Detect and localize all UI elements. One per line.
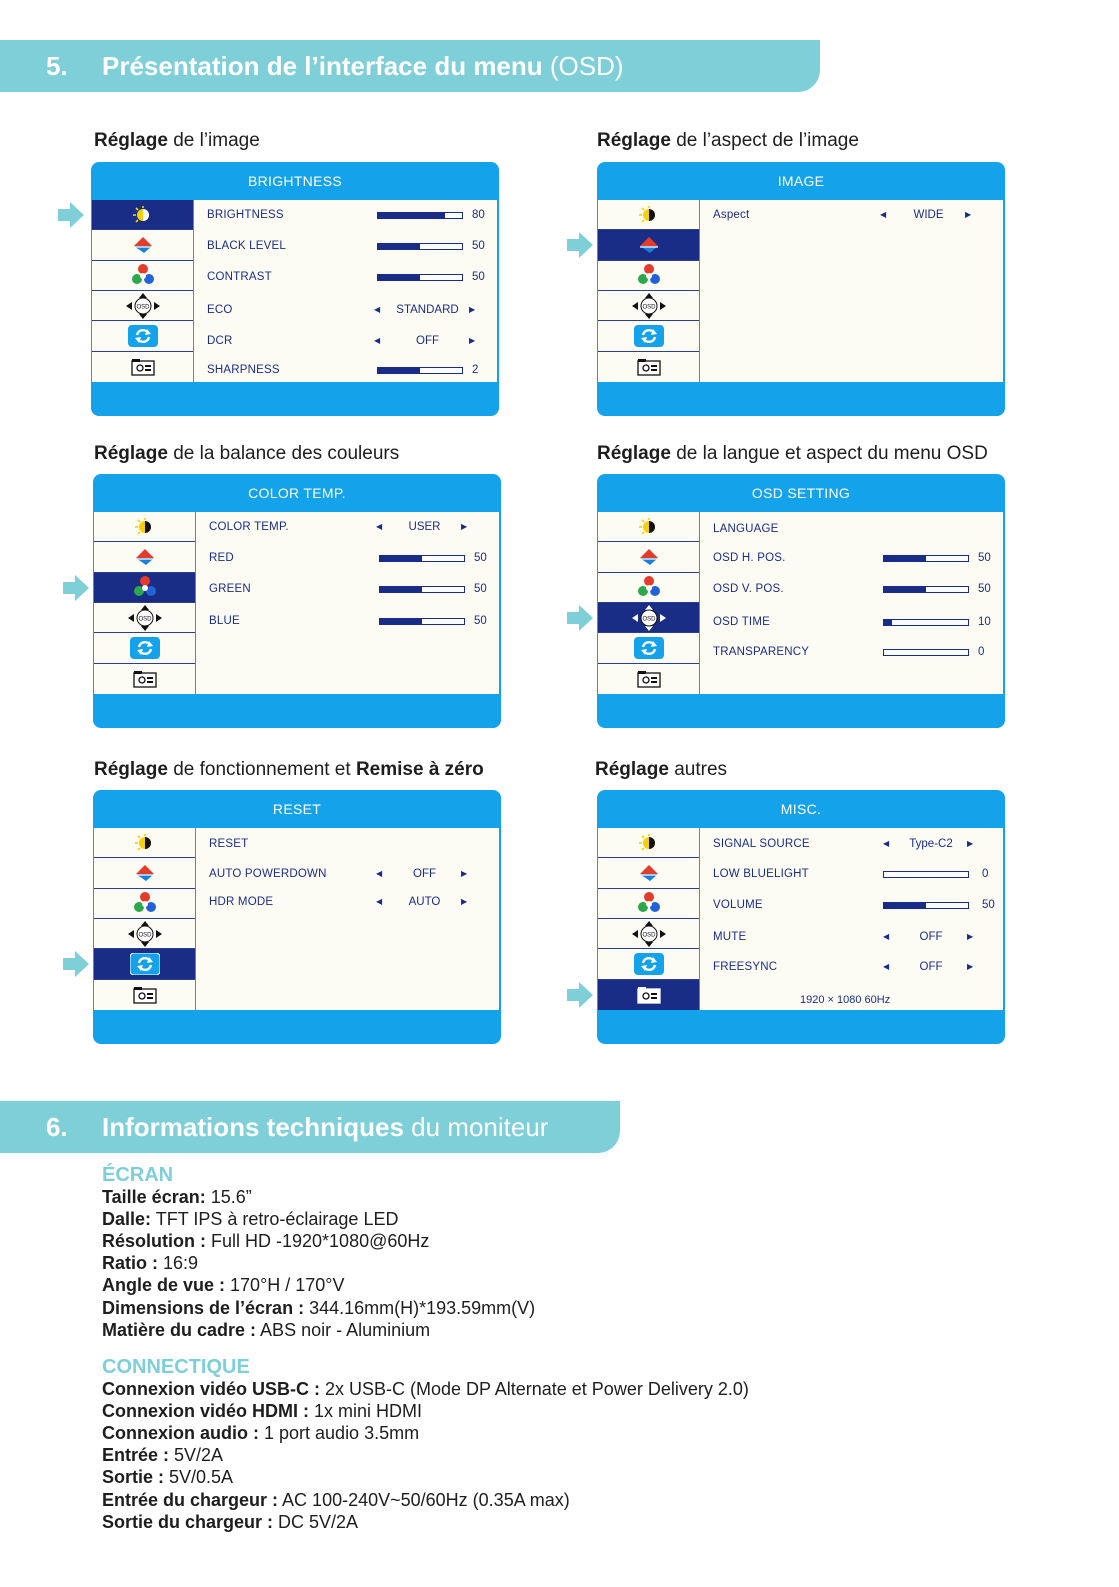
- misc-icon: [132, 985, 158, 1005]
- spec-value: DC 5V/2A: [273, 1511, 359, 1532]
- osd-header: MISC.: [780, 801, 822, 817]
- image-aspect-icon: [132, 863, 158, 883]
- setting-slider[interactable]: [379, 555, 465, 562]
- osd-header: RESET: [272, 801, 322, 817]
- spec-label: Dalle:: [102, 1209, 152, 1230]
- osd-setting-row[interactable]: [700, 520, 1003, 540]
- osd-header: COLOR TEMP.: [248, 485, 346, 501]
- slider-fill: [378, 275, 420, 280]
- osd-setting-row[interactable]: [196, 865, 499, 885]
- setting-value: OFF: [413, 868, 436, 880]
- arrow-right-icon[interactable]: ▶: [469, 336, 476, 345]
- section-5-banner: [0, 40, 820, 92]
- osd-icon-column: [598, 512, 699, 694]
- spec-label: Angle de vue :: [102, 1275, 226, 1296]
- spec-heading: CONNECTIQUE: [102, 1356, 250, 1378]
- osd-setting-row[interactable]: [194, 268, 497, 288]
- osd-setting-row[interactable]: [196, 518, 499, 538]
- setting-label: BRIGHTNESS: [207, 209, 284, 221]
- section-number: 5.: [46, 50, 68, 81]
- brightness-icon: [132, 834, 158, 852]
- osd-icon-column: [598, 200, 699, 382]
- osd-setting-row[interactable]: [700, 580, 1003, 600]
- setting-label: LOW BLUELIGHT: [713, 868, 809, 880]
- setting-label: HDR MODE: [209, 896, 274, 908]
- misc-icon: [132, 669, 158, 689]
- spec-connectique: [102, 1356, 749, 1533]
- arrow-left-icon[interactable]: ◀: [374, 336, 381, 345]
- brightness-icon: [130, 206, 156, 224]
- spec-line: [102, 1319, 535, 1341]
- osd-setting-row[interactable]: [194, 332, 497, 352]
- osd-menu-tab[interactable]: [92, 321, 193, 351]
- spec-value: Full HD -1920*1080@60Hz: [206, 1231, 430, 1252]
- selection-arrow-icon: [63, 575, 89, 601]
- section-number: 6.: [46, 1111, 68, 1142]
- osd-setting-icon: [128, 921, 162, 947]
- color-temp-icon: [636, 263, 662, 287]
- osd-menu-tab[interactable]: [598, 828, 699, 858]
- setting-value: 0: [982, 868, 989, 880]
- setting-label: FREESYNC: [713, 961, 778, 973]
- osd-icon-column: [94, 828, 195, 1010]
- osd-menu-tab[interactable]: [598, 200, 699, 230]
- setting-label: OSD V. POS.: [713, 583, 784, 595]
- section-6-banner: [0, 1101, 620, 1153]
- setting-value: 2: [472, 364, 479, 376]
- osd-setting-row[interactable]: [196, 835, 499, 855]
- osd-menu-tab[interactable]: [598, 573, 699, 603]
- osd-setting-row[interactable]: [196, 580, 499, 600]
- osd-header: IMAGE: [777, 173, 825, 189]
- panel-caption: Réglage autres: [595, 759, 728, 780]
- section-title: Présentation de l’interface du menu (OSD): [102, 50, 624, 81]
- slider-fill: [884, 620, 892, 625]
- osd-menu-tab[interactable]: [598, 261, 699, 291]
- slider-fill: [378, 244, 420, 249]
- osd-panel: [93, 474, 501, 728]
- misc-icon: [636, 985, 662, 1005]
- setting-label: OSD TIME: [713, 616, 770, 628]
- spec-line: [102, 1422, 749, 1444]
- spec-line: [102, 1466, 749, 1488]
- osd-menu-tab[interactable]: [92, 352, 193, 382]
- osd-setting-icon: [632, 605, 666, 631]
- panel-caption: Réglage de fonctionnement et Remise à zéro: [94, 759, 484, 780]
- section-title: Informations techniques du moniteur: [102, 1111, 549, 1142]
- panel-caption: Réglage de la langue et aspect du menu OSD: [597, 443, 988, 464]
- osd-menu-tab[interactable]: [598, 512, 699, 542]
- slider-fill: [380, 587, 422, 592]
- osd-icon-column: [92, 200, 193, 382]
- panel-caption: Réglage de l’image: [94, 130, 260, 151]
- osd-menu-tab[interactable]: [94, 949, 195, 979]
- spec-label: Dimensions de l’écran :: [102, 1297, 305, 1318]
- reset-icon: [130, 953, 160, 975]
- spec-label: Ratio :: [102, 1253, 158, 1274]
- spec-label: Entrée du chargeur :: [102, 1489, 279, 1510]
- osd-menu-tab[interactable]: [598, 542, 699, 572]
- osd-panel: [597, 790, 1005, 1044]
- setting-label: CONTRAST: [207, 271, 272, 283]
- color-temp-icon: [130, 263, 156, 287]
- spec-value: 170°H / 170°V: [225, 1275, 345, 1296]
- resolution-readout: 1920 × 1080 60Hz: [800, 994, 891, 1006]
- spec-line: [102, 1186, 535, 1208]
- osd-content: [196, 512, 499, 694]
- osd-menu-tab[interactable]: [92, 230, 193, 260]
- osd-menu-tab[interactable]: [94, 512, 195, 542]
- slider-fill: [884, 903, 926, 908]
- osd-menu-tab[interactable]: [94, 542, 195, 572]
- brightness-icon: [636, 518, 662, 536]
- osd-menu-tab[interactable]: [598, 291, 699, 321]
- reset-icon: [128, 325, 158, 347]
- arrow-right-icon[interactable]: ▶: [461, 897, 468, 906]
- setting-label: VOLUME: [713, 899, 763, 911]
- osd-content: [700, 200, 1003, 382]
- reset-icon: [130, 637, 160, 659]
- arrow-left-icon[interactable]: ◀: [376, 897, 383, 906]
- brightness-icon: [132, 518, 158, 536]
- spec-label: Connexion audio :: [102, 1423, 259, 1444]
- reset-icon: [634, 637, 664, 659]
- osd-setting-row[interactable]: [700, 613, 1003, 633]
- arrow-left-icon[interactable]: ◀: [883, 932, 890, 941]
- setting-label: BLACK LEVEL: [207, 240, 286, 252]
- setting-value: 50: [472, 271, 485, 283]
- setting-label: OSD H. POS.: [713, 552, 786, 564]
- misc-icon: [636, 669, 662, 689]
- setting-label: DCR: [207, 335, 233, 347]
- svg-text:OSD: OSD: [641, 304, 656, 311]
- setting-label: SHARPNESS: [207, 364, 280, 376]
- arrow-left-icon[interactable]: ◀: [376, 522, 383, 531]
- svg-text:OSD: OSD: [137, 616, 152, 623]
- image-aspect-icon: [636, 235, 662, 255]
- osd-header: BRIGHTNESS: [247, 173, 342, 189]
- spec-label: Connexion vidéo USB-C :: [102, 1379, 321, 1400]
- color-temp-icon: [636, 575, 662, 599]
- selection-arrow-icon: [567, 232, 593, 258]
- setting-value: 10: [978, 616, 991, 628]
- osd-setting-row[interactable]: [196, 549, 499, 569]
- osd-menu-tab[interactable]: [94, 919, 195, 949]
- spec-label: Connexion vidéo HDMI :: [102, 1401, 309, 1422]
- setting-value: WIDE: [913, 209, 944, 221]
- brightness-icon: [636, 206, 662, 224]
- osd-content: [700, 828, 1003, 1010]
- spec-value: 1 port audio 3.5mm: [259, 1423, 420, 1444]
- setting-value: USER: [408, 521, 441, 533]
- svg-text:OSD: OSD: [137, 932, 152, 939]
- setting-slider[interactable]: [377, 243, 463, 250]
- setting-value: AUTO: [408, 896, 441, 908]
- osd-menu-tab[interactable]: [92, 261, 193, 291]
- osd-menu-tab[interactable]: [94, 573, 195, 603]
- spec-line: [102, 1297, 535, 1319]
- setting-label: GREEN: [209, 583, 251, 595]
- setting-label: LANGUAGE: [713, 523, 779, 535]
- osd-menu-tab[interactable]: [94, 980, 195, 1010]
- spec-ecran: [102, 1164, 535, 1341]
- spec-list: [102, 1186, 535, 1341]
- osd-setting-row[interactable]: [700, 835, 1003, 855]
- osd-setting-icon: [128, 605, 162, 631]
- spec-value: 5V/2A: [169, 1445, 224, 1466]
- selection-arrow-icon: [567, 605, 593, 631]
- spec-value: 15.6”: [205, 1187, 252, 1208]
- osd-menu-tab[interactable]: [598, 230, 699, 260]
- setting-slider[interactable]: [377, 212, 463, 219]
- osd-setting-row[interactable]: [196, 612, 499, 632]
- panel-caption: Réglage de la balance des couleurs: [94, 443, 400, 464]
- setting-value: 50: [472, 240, 485, 252]
- selection-arrow-icon: [63, 951, 89, 977]
- spec-line: [102, 1208, 535, 1230]
- brightness-icon: [636, 834, 662, 852]
- osd-menu-tab[interactable]: [598, 603, 699, 633]
- osd-menu-tab[interactable]: [94, 664, 195, 694]
- setting-value: 50: [474, 615, 487, 627]
- osd-setting-row[interactable]: [194, 301, 497, 321]
- image-aspect-icon: [132, 547, 158, 567]
- setting-value: Type-C2: [909, 838, 953, 850]
- arrow-right-icon[interactable]: ▶: [461, 869, 468, 878]
- svg-text:OSD: OSD: [641, 616, 656, 623]
- spec-line: [102, 1230, 535, 1252]
- misc-icon: [636, 357, 662, 377]
- setting-slider[interactable]: [379, 618, 465, 625]
- osd-icon-column: [598, 828, 699, 1010]
- spec-label: Résolution :: [102, 1231, 206, 1252]
- color-temp-icon: [132, 575, 158, 599]
- panel-caption: Réglage de l’aspect de l’image: [597, 130, 859, 151]
- arrow-right-icon[interactable]: ▶: [967, 962, 974, 971]
- osd-setting-icon: [632, 293, 666, 319]
- slider-fill: [378, 213, 445, 218]
- slider-fill: [378, 368, 420, 373]
- arrow-left-icon[interactable]: ◀: [374, 305, 381, 314]
- arrow-left-icon[interactable]: ◀: [883, 962, 890, 971]
- setting-value: OFF: [416, 335, 439, 347]
- osd-menu-tab[interactable]: [94, 603, 195, 633]
- osd-setting-row[interactable]: [700, 958, 1003, 978]
- arrow-left-icon[interactable]: ◀: [376, 869, 383, 878]
- setting-slider[interactable]: [883, 871, 969, 878]
- setting-label: RESET: [209, 838, 249, 850]
- setting-slider[interactable]: [377, 274, 463, 281]
- slider-fill: [380, 619, 422, 624]
- setting-label: SIGNAL SOURCE: [713, 838, 810, 850]
- setting-value: 50: [474, 583, 487, 595]
- osd-header: OSD SETTING: [751, 485, 851, 501]
- svg-text:OSD: OSD: [135, 304, 150, 311]
- spec-line: [102, 1274, 535, 1296]
- osd-setting-icon: [126, 293, 160, 319]
- osd-menu-tab[interactable]: [92, 200, 193, 230]
- spec-value: 16:9: [158, 1253, 199, 1274]
- setting-slider[interactable]: [883, 586, 969, 593]
- image-aspect-icon: [636, 863, 662, 883]
- setting-label: TRANSPARENCY: [713, 646, 810, 658]
- spec-line: [102, 1400, 749, 1422]
- spec-line: [102, 1378, 749, 1400]
- spec-value: ABS noir - Aluminium: [256, 1319, 431, 1340]
- setting-slider[interactable]: [883, 649, 969, 656]
- setting-label: RED: [209, 552, 234, 564]
- osd-menu-tab[interactable]: [598, 633, 699, 663]
- osd-setting-row[interactable]: [194, 361, 497, 381]
- spec-line: [102, 1444, 749, 1466]
- spec-value: AC 100-240V~50/60Hz (0.35A max): [278, 1489, 570, 1510]
- osd-setting-row[interactable]: [196, 893, 499, 913]
- image-aspect-icon: [636, 547, 662, 567]
- spec-value: TFT IPS à retro-éclairage LED: [151, 1209, 399, 1230]
- svg-text:OSD: OSD: [641, 932, 656, 939]
- spec-heading: ÉCRAN: [102, 1164, 174, 1186]
- osd-setting-row[interactable]: [700, 896, 1003, 916]
- osd-menu-tab[interactable]: [598, 664, 699, 694]
- spec-value: 1x mini HDMI: [309, 1401, 423, 1422]
- spec-line: [102, 1511, 749, 1533]
- osd-menu-tab[interactable]: [94, 828, 195, 858]
- setting-label: ECO: [207, 304, 233, 316]
- setting-value: STANDARD: [396, 304, 459, 316]
- setting-value: 80: [472, 209, 485, 221]
- setting-label: COLOR TEMP.: [209, 521, 289, 533]
- osd-menu-tab[interactable]: [92, 291, 193, 321]
- arrow-right-icon[interactable]: ▶: [469, 305, 476, 314]
- osd-menu-tab[interactable]: [94, 889, 195, 919]
- spec-value: 344.16mm(H)*193.59mm(V): [304, 1297, 536, 1318]
- setting-value: OFF: [919, 961, 943, 973]
- arrow-right-icon[interactable]: ▶: [967, 932, 974, 941]
- color-temp-icon: [132, 891, 158, 915]
- spec-label: Taille écran:: [102, 1187, 206, 1208]
- osd-setting-icon: [632, 921, 666, 947]
- setting-label: MUTE: [713, 931, 747, 943]
- spec-line: [102, 1252, 535, 1274]
- arrow-right-icon[interactable]: ▶: [967, 839, 974, 848]
- arrow-left-icon[interactable]: ◀: [880, 210, 887, 219]
- osd-panel: [597, 162, 1005, 416]
- setting-label: BLUE: [209, 615, 240, 627]
- osd-menu-tab[interactable]: [94, 633, 195, 663]
- setting-label: Aspect: [713, 209, 750, 221]
- spec-label: Sortie :: [102, 1467, 165, 1488]
- misc-icon: [130, 357, 156, 377]
- arrow-right-icon[interactable]: ▶: [965, 210, 972, 219]
- image-aspect-icon: [130, 235, 156, 255]
- osd-menu-tab[interactable]: [598, 980, 699, 1010]
- reset-icon: [634, 325, 664, 347]
- spec-value: 5V/0.5A: [164, 1467, 234, 1488]
- spec-list: [102, 1378, 749, 1533]
- osd-content: [700, 512, 1003, 694]
- osd-menu-tab[interactable]: [598, 352, 699, 382]
- osd-menu-tab[interactable]: [598, 949, 699, 979]
- spec-label: Matière du cadre :: [102, 1319, 257, 1340]
- osd-icon-column: [94, 512, 195, 694]
- osd-setting-row[interactable]: [700, 865, 1003, 885]
- osd-menu-tab[interactable]: [598, 919, 699, 949]
- osd-setting-row[interactable]: [700, 643, 1003, 663]
- osd-setting-row[interactable]: [700, 928, 1003, 948]
- setting-value: OFF: [919, 931, 943, 943]
- color-temp-icon: [636, 891, 662, 915]
- setting-slider[interactable]: [883, 555, 969, 562]
- spec-label: Sortie du chargeur :: [102, 1511, 274, 1532]
- osd-content: [196, 828, 499, 1010]
- selection-arrow-icon: [567, 982, 593, 1008]
- spec-line: [102, 1489, 749, 1511]
- osd-menu-tab[interactable]: [598, 858, 699, 888]
- osd-menu-tab[interactable]: [598, 321, 699, 351]
- selection-arrow-icon: [58, 202, 84, 228]
- osd-setting-row[interactable]: [700, 549, 1003, 569]
- spec-label: Entrée :: [102, 1445, 170, 1466]
- spec-value: 2x USB-C (Mode DP Alternate et Power Delivery 2.0): [320, 1379, 749, 1400]
- setting-label: AUTO POWERDOWN: [209, 868, 327, 880]
- osd-menu-tab[interactable]: [94, 858, 195, 888]
- setting-slider[interactable]: [883, 902, 969, 909]
- setting-value: 50: [982, 899, 995, 911]
- setting-slider[interactable]: [379, 586, 465, 593]
- setting-value: 0: [978, 646, 985, 658]
- slider-fill: [380, 556, 422, 561]
- arrow-left-icon[interactable]: ◀: [883, 839, 890, 848]
- setting-slider[interactable]: [883, 619, 969, 626]
- setting-value: 50: [978, 583, 991, 595]
- osd-content: [194, 200, 497, 382]
- reset-icon: [634, 953, 664, 975]
- setting-value: 50: [978, 552, 991, 564]
- osd-menu-tab[interactable]: [598, 889, 699, 919]
- setting-value: 50: [474, 552, 487, 564]
- osd-setting-row[interactable]: [194, 206, 497, 226]
- setting-slider[interactable]: [377, 367, 463, 374]
- osd-setting-row[interactable]: [700, 206, 1003, 226]
- osd-setting-row[interactable]: [194, 237, 497, 257]
- osd-panel: [91, 162, 499, 416]
- osd-panel: [93, 790, 501, 1044]
- osd-panel: [597, 474, 1005, 728]
- slider-fill: [884, 587, 926, 592]
- slider-fill: [884, 556, 926, 561]
- arrow-right-icon[interactable]: ▶: [461, 522, 468, 531]
